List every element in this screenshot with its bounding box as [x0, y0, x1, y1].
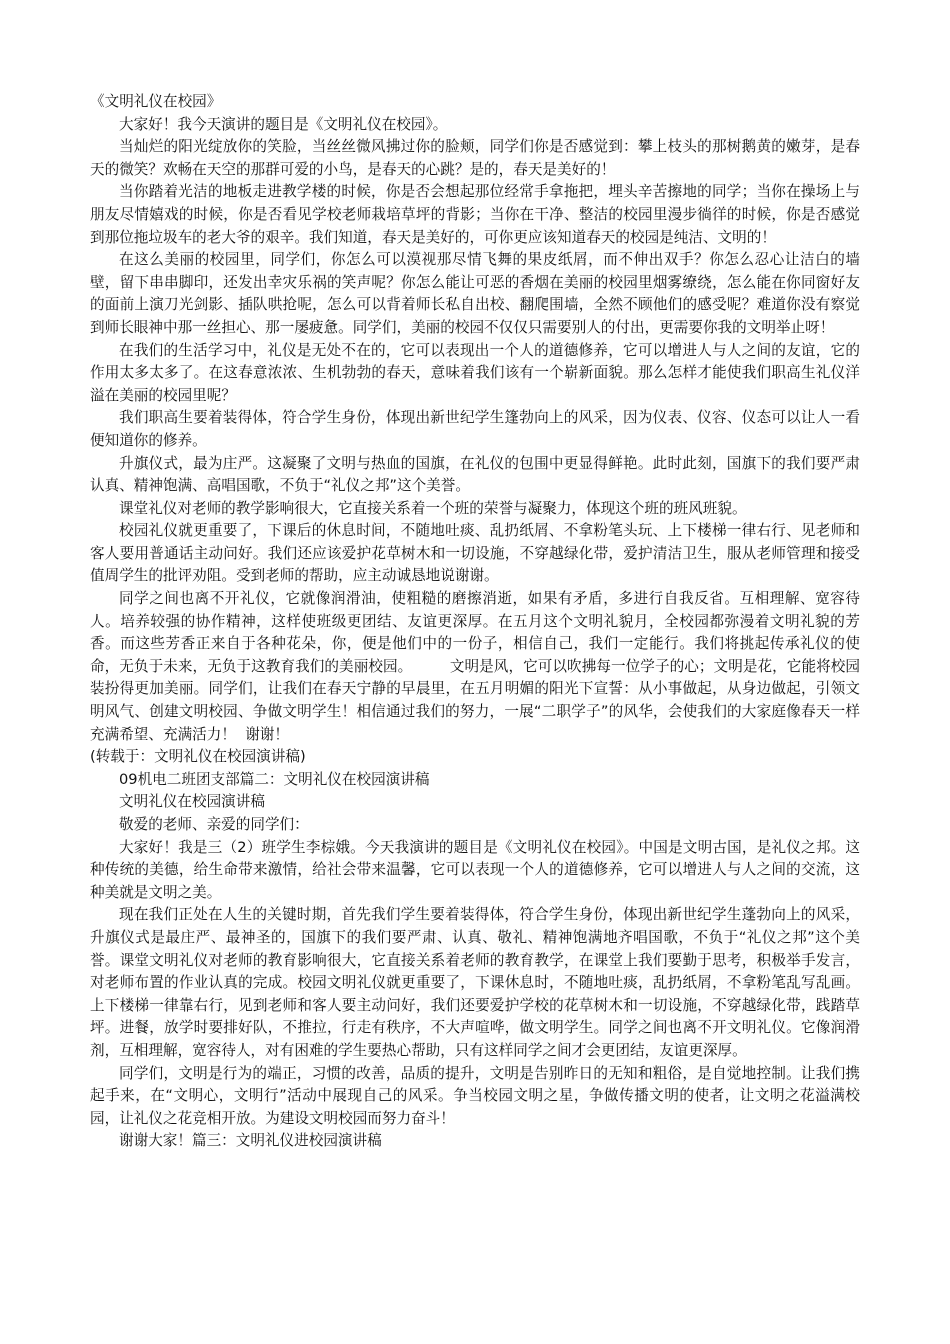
paragraph: 同学们，文明是行为的端正，习惯的改善，品质的提升，文明是告别昨日的无知和粗俗，是自觉地控制。让我们携起手来，在“文明心，文明行”活动中展现自己的风采。争当校园文明之星，争做传播文明的使者，让文明之花溢满校园，让礼仪之花竞相开放。为建设文明校园而努力奋斗！ — [90, 1064, 860, 1127]
salutation: 敬爱的老师、亲爱的同学们： — [119, 816, 309, 833]
paragraph: 大家好！我是三（2）班学生李棕娥。今天我演讲的题目是《文明礼仪在校园》。中国是文明古国，是礼仪之邦。这种传统的美德，给生命带来激情，给社会带来温馨，它可以表现一个人的道德修养，它可以增进人与人之间的交流，这种美就是文明之美。 — [90, 838, 860, 901]
paragraph: 升旗仪式，最为庄严。这凝聚了文明与热血的国旗，在礼仪的包围中更显得鲜艳。此时此刻，国旗下的我们要严肃认真、精神饱满、高唱国歌，不负于“礼仪之邦”这个美誉。 — [90, 454, 860, 495]
paragraph: 在我们的生活学习中，礼仪是无处不在的，它可以表现出一个人的道德修养，它可以增进人与人之间的友谊，它的作用太多太多了。在这春意浓浓、生机勃勃的春天，意味着我们该有一个崭新面貌。那么怎样才能使我们职高生礼仪洋溢在美丽的校园里呢？ — [90, 341, 860, 404]
closing-line: 谢谢大家！篇三：文明礼仪进校园演讲稿 — [119, 1132, 382, 1150]
paragraph: 校园礼仪就更重要了，下课后的休息时间，不随地吐痰、乱扔纸屑、不拿粉笔头玩、上下楼梯一律右行、见老师和客人要用普通话主动问好。我们还应该爱护花草树木和一切设施，不穿越绿化带，爱护清洁卫生，服从老师管理和接受值周学生的批评劝阻。受到老师的帮助，应主动诚恳地说谢谢。 — [90, 522, 860, 585]
paragraph: 在这么美丽的校园里，同学们，你怎么可以漠视那尽情飞舞的果皮纸屑，而不伸出双手？你怎么忍心让洁白的墙壁，留下串串脚印，还发出幸灾乐祸的笑声呢？你怎么能让可恶的香烟在美丽的校园里烟雾缭绕，怎么能在你同窗好友的面前上演刀光剑影、插队哄抢呢，怎么可以背着师长私自出校、翻爬围墙，全然不顾他们的感受呢？难道你没有察觉到师长眼神中那一丝担心、那一屡疲惫。同学们，美丽的校园不仅仅只需要别人的付出，更需要你我的文明举止呀！ — [90, 251, 860, 336]
source-note: (转载于：文明礼仪在校园演讲稿) — [90, 748, 306, 766]
section-heading: 09机电二班团支部篇二：文明礼仪在校园演讲稿 — [119, 770, 430, 788]
section-title: 文明礼仪在校园演讲稿 — [119, 793, 265, 811]
paragraph: 同学之间也离不开礼仪，它就像润滑油，使粗糙的磨擦消逝，如果有矛盾，多进行自我反省。互相理解、宽容待人。培养较强的协作精神，这样使班级更团结、友谊更深厚。在五月这个文明礼貌月，全校园都弥漫着文明礼貌的芳香。而这些芳香正来自于各种花朵，你，便是他们中的一份子，相信自己，我们一定能行。我们将挑起传承礼仪的使命，无负于未来，无负于这教育我们的美丽校园。 文明是风，它可以吹拂每一位学子的心；文明是花，它能将校园装扮得更加美丽。同学们，让我们在春天宁静的早晨里，在五月明媚的阳光下宣誓：从小事做起，从身边做起，引领文明风气、创建文明校园、争做文明学生！相信通过我们的努力，一展“二职学子”的风华，会使我们的大家庭像春天一样充满希望、充满活力！ 谢谢！ — [90, 590, 860, 743]
document-body — [90, 91, 860, 1153]
paragraph: 当你踏着光洁的地板走进教学楼的时候，你是否会想起那位经常手拿拖把，埋头辛苦擦地的同学；当你在操场上与朋友尽情嬉戏的时候，你是否看见学校老师栽培草坪的背影；当你在干净、整洁的校园里漫步徜徉的时候，你是否感觉到那位拖垃圾车的老大爷的艰辛。我们知道，春天是美好的，可你更应该知道春天的校园是纯洁、文明的！ — [90, 183, 860, 246]
paragraph: 课堂礼仪对老师的教学影响很大，它直接关系着一个班的荣誉与凝聚力，体现这个班的班风班貌。 — [119, 499, 747, 517]
paragraph: 现在我们正处在人生的关键时期，首先我们学生要着装得体，符合学生身份，体现出新世纪学生蓬勃向上的风采，升旗仪式是最庄严、最神圣的，国旗下的我们要严肃、认真、敬礼、精神饱满地齐唱国歌，不负于“礼仪之邦”这个美誉。课堂文明礼仪对老师的教育影响很大，它直接关系着老师的教育教学，在课堂上我们要勤于思考，积极举手发言，对老师布置的作业认真的完成。校园文明礼仪就更重要了，下课休息时，不随地吐痰，乱扔纸屑，不拿粉笔乱写乱画。上下楼梯一律靠右行，见到老师和客人要主动问好，我们还要爱护学校的花草树木和一切设施，不穿越绿化带，践踏草坪。进餐，放学时要排好队，不推拉，行走有秩序，不大声喧哗，做文明学生。同学之间也离不开文明礼仪。它像润滑剂，互相理解，宽容待人，对有困难的学生要热心帮助，只有这样同学之间才会更团结，友谊更深厚。 — [90, 906, 860, 1059]
paragraph: 我们职高生要着装得体，符合学生身份，体现出新世纪学生篷勃向上的风采，因为仪表、仪容、仪态可以让人一看便知道你的修养。 — [90, 409, 860, 449]
doc-title: 《文明礼仪在校园》 — [90, 93, 222, 110]
paragraph: 大家好！我今天演讲的题目是《文明礼仪在校园》。 — [119, 115, 448, 133]
paragraph: 当灿烂的阳光绽放你的笑脸，当丝丝微风拂过你的脸颊，同学们你是否感觉到：攀上枝头的那树鹅黄的嫩芽，是春天的微笑？欢畅在天空的那群可爱的小鸟，是春天的心跳？是的，春天是美好的！ — [90, 138, 860, 178]
